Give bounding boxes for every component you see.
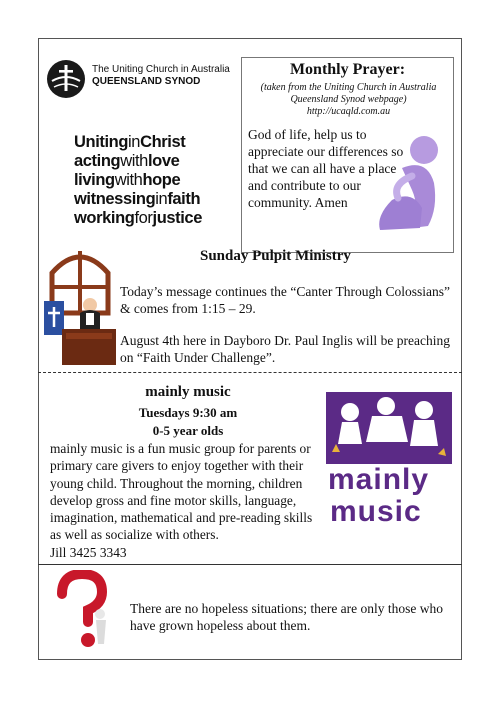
section-divider	[38, 564, 462, 565]
mainly-music-time: Tuesdays 9:30 am	[138, 405, 238, 420]
motto-line-3: livingwithhope	[74, 171, 181, 189]
pulpit-minister-icon	[42, 243, 118, 365]
pulpit-title: Sunday Pulpit Ministry	[200, 248, 351, 264]
church-name-line2: QUEENSLAND SYNOD	[92, 76, 201, 87]
mainly-music-body: mainly music is a fun music group for parents or primary care givers to enjoy together with their young child. Throughout the morning, children develop gross and fine motor skills, language, imagination, mathematical and pre-reading skills as well as socialize with others.	[50, 441, 313, 543]
pulpit-para-1: Today’s message continues the “Canter Through Colossians” & comes from 1:15 – 29.	[120, 284, 450, 316]
mainly-music-description	[50, 440, 318, 561]
mainly-music-logo	[326, 392, 452, 532]
church-name-line1: The Uniting Church in Australia	[92, 64, 230, 75]
mainly-music-contact: Jill 3425 3343	[50, 544, 127, 560]
prayer-title: Monthly Prayer:	[289, 61, 406, 78]
church-name	[92, 64, 230, 88]
prayer-source	[246, 82, 451, 118]
praying-figure-icon	[372, 128, 452, 238]
uniting-church-logo-icon	[46, 59, 86, 99]
uniting-motto	[74, 133, 250, 228]
mainly-logo-word: mainly	[328, 463, 430, 496]
motto-line-4: witnessinginfaith	[74, 190, 201, 208]
prayer-text: God of life, help us to appreciate our differences so that we can all have a place and contribute to our community. Amen	[248, 127, 404, 210]
monthly-prayer-box	[241, 57, 454, 253]
mainly-music-title: mainly music	[145, 384, 231, 400]
question-mark-figure-icon	[52, 570, 116, 652]
prayer-url: http://ucaqld.com.au	[306, 106, 391, 117]
mainly-music-ages: 0-5 year olds	[152, 423, 224, 438]
motto-line-2: actingwithlove	[74, 152, 180, 170]
music-logo-word: music	[330, 495, 422, 528]
motto-line-5: workingforjustice	[74, 209, 202, 227]
section-divider-dashed	[38, 372, 462, 373]
hopeless-quote: There are no hopeless situations; there are only those who have grown hopeless about them.	[130, 601, 444, 633]
dancing-children-icon	[326, 392, 452, 464]
pulpit-para-2: August 4th here in Dayboro Dr. Paul Inglis will be preaching on “Faith Under Challenge”.	[120, 333, 450, 365]
motto-line-1: UnitinginChrist	[74, 133, 186, 151]
prayer-source-text: (taken from the Uniting Church in Australia Queensland Synod webpage)	[260, 82, 437, 105]
